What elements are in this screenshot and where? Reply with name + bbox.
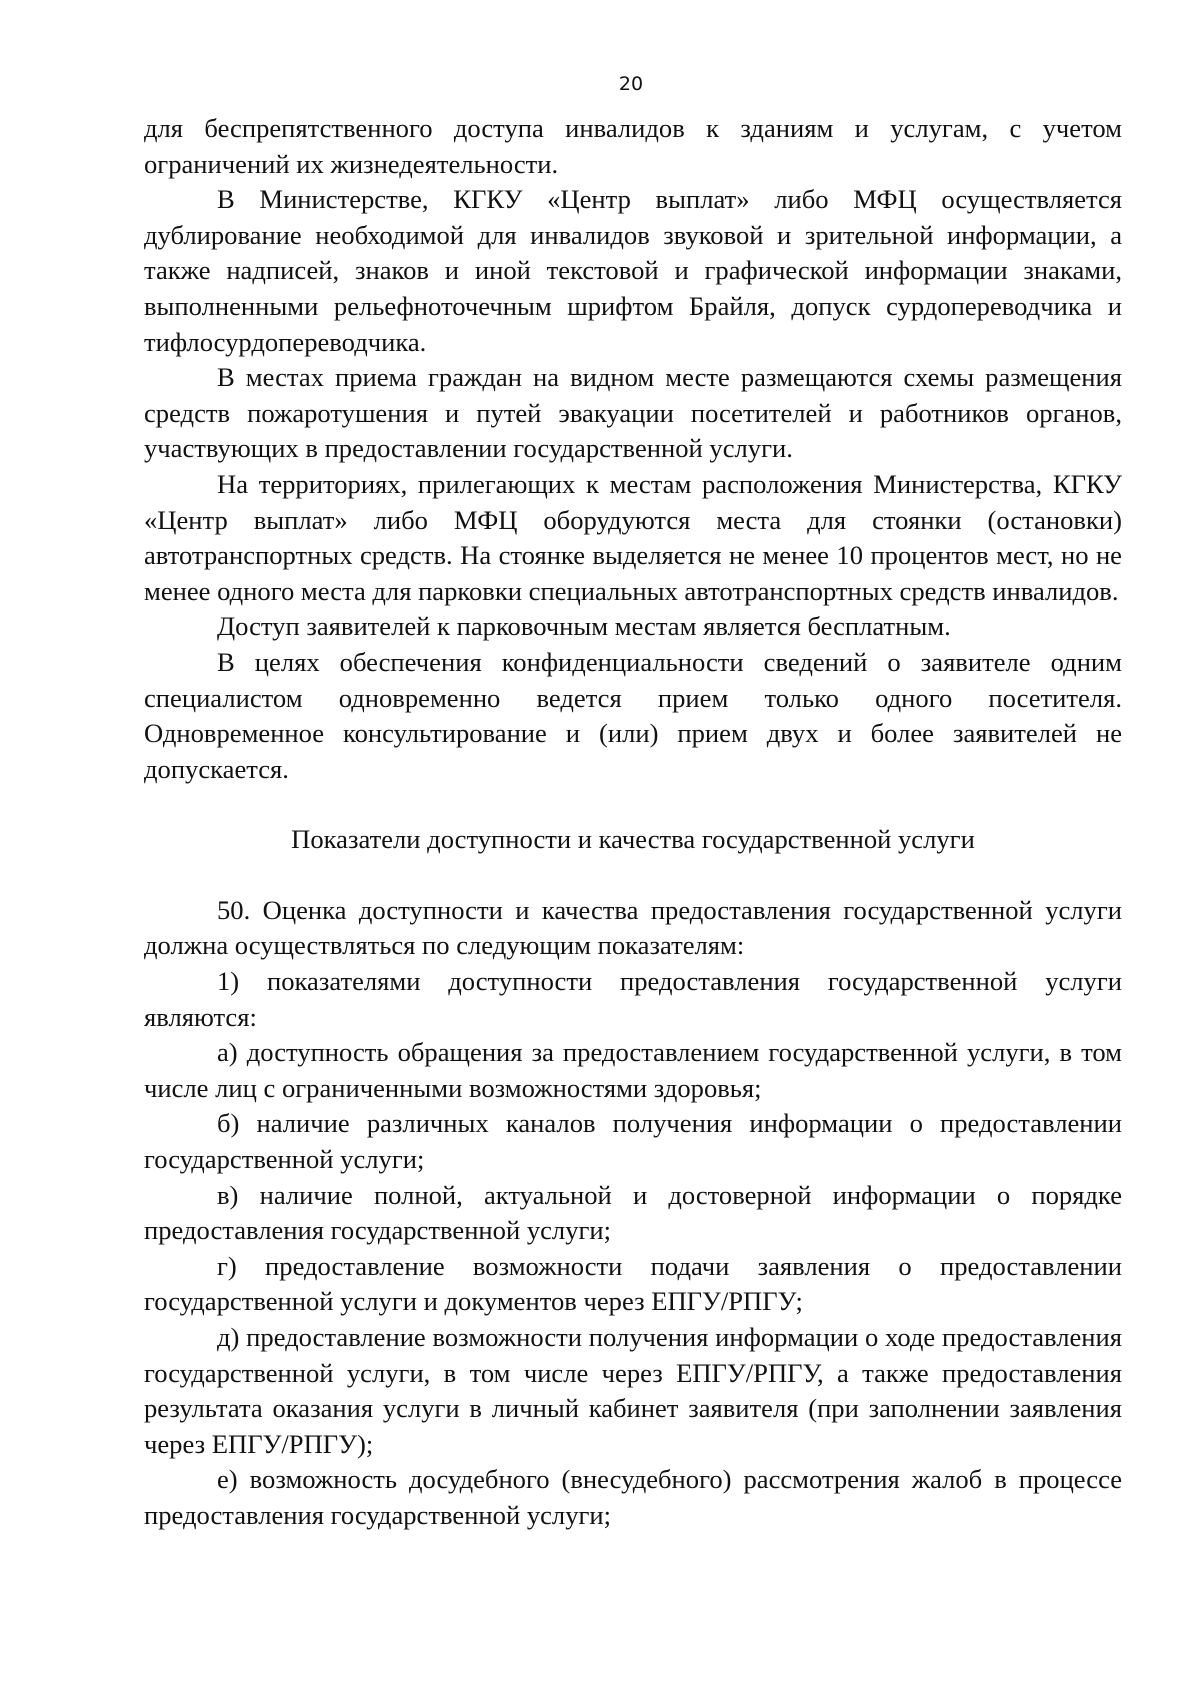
- paragraph: е) возможность досудебного (внесудебного) рассмотрения жалоб в процессе предоставления государственной услуги;: [144, 1464, 1122, 1530]
- paragraph: На территориях, прилегающих к местам расположения Министерства, КГКУ «Центр выплат» либо МФЦ оборудуются места для стоянки (остановки) автотранспортных средств. На стоянке выделяется не менее 10 процентов мест, но не менее одного места для парковки специальных автотранспортных средств инвалидов.: [144, 468, 1122, 606]
- paragraph: 1) показателями доступности предоставления государственной услуги являются:: [144, 966, 1122, 1032]
- paragraph: г) предоставление возможности подачи заявления о предоставлении государственной услуги и документов через ЕПГУ/РПГУ;: [144, 1250, 1122, 1317]
- paragraph: б) наличие различных каналов получения информации о предоставлении государственной услуги;: [144, 1108, 1122, 1175]
- paragraphs-top: [144, 111, 1122, 787]
- paragraph: 50. Оценка доступности и качества предоставления государственной услуги должна осуществляться по следующим показателям:: [144, 894, 1122, 961]
- document-body: [144, 111, 1122, 1534]
- section-heading: Показатели доступности и качества государственной услуги: [291, 824, 975, 855]
- paragraph: для беспрепятственного доступа инвалидов к зданиям и услугам, с учетом ограничений их жизнедеятельности.: [144, 113, 1122, 179]
- paragraph: а) доступность обращения за предоставлением государственной услуги, в том числе лиц с ограниченными возможностями здоровья;: [144, 1037, 1122, 1103]
- page-number: 20: [618, 73, 644, 95]
- paragraphs-bottom: [144, 893, 1122, 1534]
- paragraph: в) наличие полной, актуальной и достоверной информации о порядке предоставления государственной услуги;: [144, 1179, 1122, 1246]
- paragraph: В целях обеспечения конфиденциальности сведений о заявителе одним специалистом одновременно ведется прием только одного посетителя. Одновременное консультирование и (или) прием двух и более заявителей не допускается.: [144, 646, 1122, 784]
- paragraph: В Министерстве, КГКУ «Центр выплат» либо МФЦ осуществляется дублирование необходимой для инвалидов звуковой и зрительной информации, а также надписей, знаков и иной текстовой и графической информации знаками, выполненными рельефноточечным шрифтом Брайля, допуск сурдопереводчика и тифлосурдопереводчика.: [144, 184, 1122, 357]
- paragraph: Доступ заявителей к парковочным местам является бесплатным.: [217, 611, 951, 642]
- paragraph: д) предоставление возможности получения информации о ходе предоставления государственной услуги, в том числе через ЕПГУ/РПГУ, а также предоставления результата оказания услуги в личный кабинет заявителя (при заполнении заявления через ЕПГУ/РПГУ);: [144, 1322, 1122, 1459]
- paragraph: В местах приема граждан на видном месте размещаются схемы размещения средств пожаротушения и путей эвакуации посетителей и работников органов, участвующих в предоставлении государственной услуги.: [144, 362, 1122, 464]
